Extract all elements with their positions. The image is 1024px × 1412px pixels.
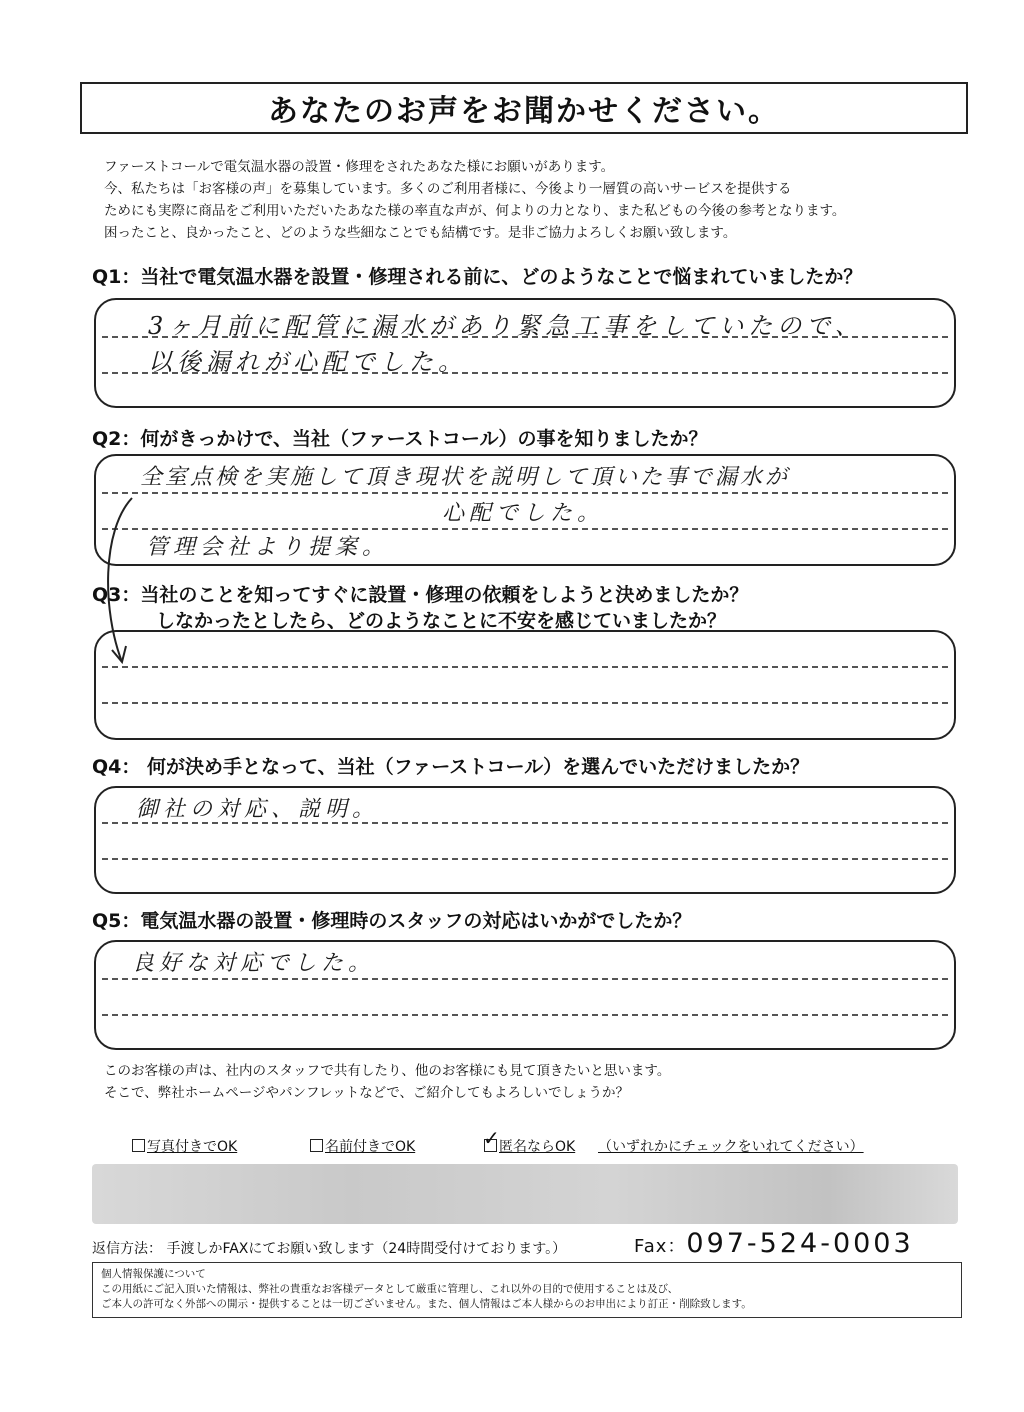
intro-text — [104, 156, 964, 244]
consent-text — [104, 1060, 670, 1104]
fax — [634, 1228, 914, 1259]
fax-label: Fax： — [634, 1236, 687, 1257]
return-method: 返信方法： 手渡しかFAXにてお願い致します（24時間受付けております。） — [92, 1241, 567, 1257]
question-1: Q1：当社で電気温水器を設置・修理される前に、どのようなことで悩まれていましたか？ — [92, 266, 863, 288]
answer-box-5[interactable] — [94, 940, 956, 1050]
intro-line: 困ったこと、良かったこと、どのような些細なことでも結構です。是非ご協力よろしくお願い致します。 — [104, 225, 737, 241]
answer-2-line-3: 管理会社より提案。 — [146, 535, 390, 560]
check-note: （いずれかにチェックをいれてください） — [598, 1139, 864, 1155]
privacy-line: ご本人の許可なく外部への開示・提供することは一切ございません。また、個人情報はご本人様からのお申出により訂正・削除致します。 — [101, 1298, 752, 1310]
page-title: あなたのお声をお聞かせください。 — [268, 94, 780, 129]
consent-line: そこで、弊社ホームページやパンフレットなどで、ご紹介してもよろしいでしょうか？ — [104, 1085, 630, 1101]
question-2: Q2：何がきっかけで、当社（ファーストコール）の事を知りましたか？ — [92, 428, 708, 450]
intro-line: ためにも実際に商品をご利用いただいたあなた様の率直な声が、何よりの力となり、また私どもの今後の参考となります。 — [104, 203, 846, 219]
question-4: Q4： 何が決め手となって、当社（ファーストコール）を選んでいただけましたか？ — [92, 756, 810, 778]
redacted-personal-info — [92, 1164, 958, 1224]
check-mark-icon: ✓ — [483, 1126, 500, 1150]
question-3-sub: しなかったとしたら、どのようなことに不安を感じていましたか？ — [156, 610, 727, 632]
answer-2-line-2: 心配でした。 — [442, 501, 605, 526]
answer-4-line-1: 御社の対応、説明。 — [136, 797, 380, 822]
intro-line: ファーストコールで電気温水器の設置・修理をされたあなた様にお願いがあります。 — [104, 159, 615, 175]
checkbox-name[interactable]: 名前付きでOK — [310, 1136, 415, 1156]
privacy-line: この用紙にご記入頂いた情報は、弊社の貴重なお客様データとして厳重に管理し、これ以外の目的で使用することは及び、 — [101, 1283, 679, 1295]
title-box — [80, 82, 968, 134]
question-3: Q3：当社のことを知ってすぐに設置・修理の依頼をしようと決めましたか？ — [92, 584, 749, 606]
handwritten-arrow-icon — [96, 490, 146, 670]
privacy-title: 個人情報保護について — [101, 1268, 206, 1280]
intro-line: 今、私たちは「お客様の声」を募集しています。多くのご利用者様に、今後より一層質の高いサービスを提供する — [104, 181, 792, 197]
checkbox-photo[interactable]: 写真付きでOK — [132, 1136, 237, 1156]
checkbox-icon[interactable] — [132, 1139, 145, 1152]
checkbox-anonymous[interactable]: ✓ 匿名ならOK — [483, 1126, 576, 1155]
answer-5-line-1: 良好な対応でした。 — [132, 951, 376, 976]
answer-2-line-1: 全室点検を実施して頂き現状を説明して頂いた事で漏水が — [140, 465, 791, 490]
answer-1-line-2: 以後漏れが心配でした。 — [148, 348, 467, 376]
consent-line: このお客様の声は、社内のスタッフで共有したり、他のお客様にも見て頂きたいと思います。 — [104, 1063, 671, 1079]
answer-box-1[interactable] — [94, 298, 956, 408]
fax-number: 097-524-0003 — [686, 1228, 914, 1259]
privacy-notice — [92, 1262, 962, 1318]
answer-box-4[interactable] — [94, 786, 956, 894]
answer-1-line-1: 3ヶ月前に配管に漏水があり緊急工事をしていたので、 — [148, 312, 864, 340]
checkbox-icon[interactable] — [310, 1139, 323, 1152]
checkbox-icon[interactable] — [483, 1126, 500, 1152]
answer-box-2[interactable] — [94, 454, 956, 566]
question-5: Q5：電気温水器の設置・修理時のスタッフの対応はいかがでしたか？ — [92, 910, 692, 932]
answer-box-3[interactable] — [94, 630, 956, 740]
